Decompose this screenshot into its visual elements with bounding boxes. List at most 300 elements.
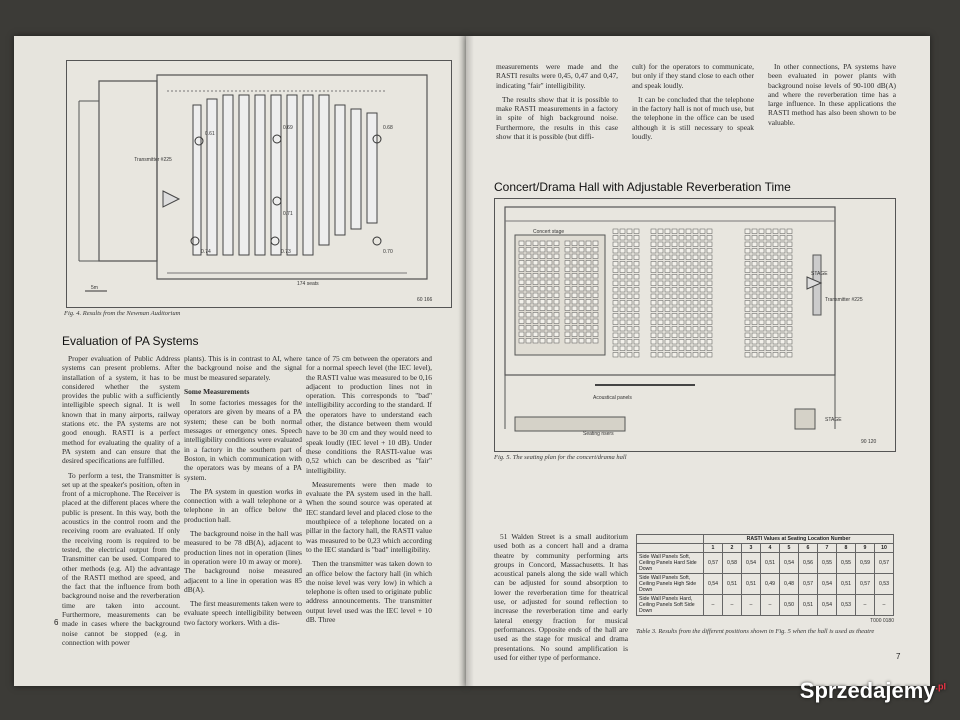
seat — [787, 301, 792, 306]
seat — [634, 327, 639, 332]
seat — [651, 281, 656, 286]
seat — [613, 301, 618, 306]
seat — [773, 314, 778, 319]
seat — [526, 287, 531, 292]
table-cell: 0,58 — [723, 553, 742, 574]
seat — [620, 346, 625, 351]
stage-label-2: STAGE — [825, 417, 842, 423]
seat — [593, 274, 598, 279]
seat — [572, 326, 577, 331]
seat — [651, 333, 656, 338]
seat — [766, 255, 771, 260]
figure-point-label: 0.74 — [201, 249, 211, 255]
seat — [787, 353, 792, 358]
page-number: 7 — [896, 652, 901, 661]
seat — [627, 314, 632, 319]
seat — [658, 307, 663, 312]
seat — [613, 320, 618, 325]
seat — [593, 300, 598, 305]
seat — [613, 262, 618, 267]
paragraph: Measurements were then made to evaluate the PA system used in the hall. When the sound source was operated at IEC standard level and placed close to the mouthpiece of a telephone located on a pillar in the factory hall, the RASTI value was measured to be 0,23 which according to the IEC standard is "bad" intelligibility. — [306, 479, 432, 554]
seat — [700, 288, 705, 293]
seat — [565, 254, 570, 259]
seat — [519, 248, 524, 253]
seat — [620, 327, 625, 332]
seat — [554, 306, 559, 311]
table-cell: 0,57 — [856, 574, 875, 595]
seat — [752, 229, 757, 234]
seat — [745, 288, 750, 293]
table-column-header: 6 — [799, 544, 818, 553]
seat — [759, 236, 764, 241]
seat — [700, 236, 705, 241]
seat — [658, 275, 663, 280]
seat — [672, 333, 677, 338]
seat — [665, 340, 670, 345]
seat — [586, 287, 591, 292]
seat — [665, 327, 670, 332]
seat — [620, 320, 625, 325]
seat — [787, 314, 792, 319]
seat — [672, 301, 677, 306]
seat — [651, 262, 656, 267]
seat — [613, 249, 618, 254]
seat — [613, 333, 618, 338]
right-body-text — [494, 532, 628, 667]
seat — [700, 268, 705, 273]
seat — [613, 242, 618, 247]
seat — [586, 241, 591, 246]
seat — [679, 236, 684, 241]
seat — [700, 229, 705, 234]
seat — [634, 294, 639, 299]
concert-hall-figure — [494, 198, 896, 452]
seat — [565, 280, 570, 285]
seat — [526, 241, 531, 246]
seat — [707, 327, 712, 332]
seat — [752, 353, 757, 358]
seat — [620, 262, 625, 267]
seat — [540, 332, 545, 337]
seat — [693, 307, 698, 312]
seat — [745, 314, 750, 319]
seat — [627, 346, 632, 351]
seat — [766, 288, 771, 293]
seat — [679, 340, 684, 345]
seat — [700, 249, 705, 254]
seat — [586, 313, 591, 318]
seat — [634, 340, 639, 345]
seat — [707, 353, 712, 358]
seat — [613, 353, 618, 358]
seat — [658, 314, 663, 319]
seat — [593, 261, 598, 266]
seat — [665, 262, 670, 267]
seat — [526, 339, 531, 344]
seat — [745, 281, 750, 286]
seat — [634, 229, 639, 234]
seat — [658, 327, 663, 332]
seat — [672, 307, 677, 312]
table-column-header: 9 — [856, 544, 875, 553]
seat — [693, 333, 698, 338]
seat — [634, 281, 639, 286]
seat — [586, 306, 591, 311]
seat — [519, 241, 524, 246]
seat — [586, 254, 591, 259]
seat — [540, 280, 545, 285]
seat — [620, 340, 625, 345]
transmitter-label: Transmitter #225 — [825, 297, 863, 303]
seat — [593, 267, 598, 272]
seat — [780, 307, 785, 312]
seat — [780, 333, 785, 338]
seat — [565, 332, 570, 337]
seat — [565, 248, 570, 253]
table-cell: 0,56 — [799, 553, 818, 574]
seat — [686, 229, 691, 234]
seat — [533, 319, 538, 324]
seat — [519, 261, 524, 266]
seat — [634, 242, 639, 247]
seat — [627, 301, 632, 306]
seat — [658, 236, 663, 241]
seat — [627, 340, 632, 345]
seat — [554, 254, 559, 259]
seat — [627, 255, 632, 260]
seat — [787, 294, 792, 299]
table-cell: 0,57 — [704, 553, 723, 574]
table-body — [637, 553, 894, 616]
seat — [572, 287, 577, 292]
seat — [759, 327, 764, 332]
figure-caption: Fig. 4. Results from the Newman Auditorium — [64, 310, 181, 317]
seat — [519, 326, 524, 331]
seat — [780, 249, 785, 254]
seat — [526, 300, 531, 305]
seat — [679, 229, 684, 234]
seat — [547, 332, 552, 337]
subheading: Some Measurements — [184, 386, 250, 396]
text-column-1 — [62, 354, 180, 652]
seat — [679, 314, 684, 319]
seat — [565, 287, 570, 292]
seat — [613, 340, 618, 345]
seat — [686, 333, 691, 338]
seat — [547, 306, 552, 311]
seat — [526, 313, 531, 318]
seat — [665, 320, 670, 325]
seat — [665, 301, 670, 306]
seat — [613, 294, 618, 299]
table-column-header: 5 — [780, 544, 799, 553]
seat — [787, 288, 792, 293]
seat — [565, 300, 570, 305]
watermark-tld: .pl — [935, 681, 946, 692]
table-code: T000 0180 — [870, 618, 894, 624]
seat — [780, 294, 785, 299]
seat — [780, 320, 785, 325]
seat — [686, 346, 691, 351]
seat — [773, 294, 778, 299]
seat — [686, 294, 691, 299]
seat — [787, 255, 792, 260]
seat — [634, 268, 639, 273]
paragraph: In some factories messages for the operators are given by means of a PA system; these can be both normal messages or emergency ones. Speech intelligibility conditions were evaluated in a factory in the southern part of Boston, in which communication with the operators was by means of a PA system. — [184, 398, 302, 482]
table-column-header: 8 — [837, 544, 856, 553]
seat — [579, 293, 584, 298]
row-label: Side Wall Panels Soft, Ceiling Panels High Side Down — [637, 574, 704, 595]
seat — [658, 262, 663, 267]
seat — [759, 314, 764, 319]
table-cell: 0,51 — [799, 595, 818, 616]
seat — [572, 319, 577, 324]
seat — [651, 314, 656, 319]
seat — [679, 268, 684, 273]
seat — [707, 249, 712, 254]
seat — [766, 236, 771, 241]
seat — [627, 229, 632, 234]
seat — [773, 307, 778, 312]
seat — [745, 327, 750, 332]
seat — [672, 281, 677, 286]
seat — [651, 301, 656, 306]
seat — [773, 249, 778, 254]
seat — [780, 288, 785, 293]
seat — [565, 293, 570, 298]
seat — [533, 248, 538, 253]
seat — [780, 281, 785, 286]
seat — [672, 294, 677, 299]
seat — [620, 236, 625, 241]
seat — [658, 242, 663, 247]
seat — [679, 281, 684, 286]
seat — [759, 262, 764, 267]
seat — [693, 262, 698, 267]
seat — [526, 332, 531, 337]
table-column-header: 1 — [704, 544, 723, 553]
seat — [593, 287, 598, 292]
seat — [693, 275, 698, 280]
seat — [773, 346, 778, 351]
seat — [700, 275, 705, 280]
seat — [658, 294, 663, 299]
seat — [547, 287, 552, 292]
seat — [572, 339, 577, 344]
seat — [547, 267, 552, 272]
seat — [634, 262, 639, 267]
table-cell: – — [723, 595, 742, 616]
seat — [554, 267, 559, 272]
seat — [613, 314, 618, 319]
seat — [658, 333, 663, 338]
seat — [745, 307, 750, 312]
seat — [679, 294, 684, 299]
seat — [665, 242, 670, 247]
seat — [787, 262, 792, 267]
seat — [634, 236, 639, 241]
seat — [533, 280, 538, 285]
seat — [519, 339, 524, 344]
table-cell: 0,54 — [780, 553, 799, 574]
seat — [787, 268, 792, 273]
seat — [554, 293, 559, 298]
seat — [665, 333, 670, 338]
seat — [665, 275, 670, 280]
seat — [620, 275, 625, 280]
seat — [540, 248, 545, 253]
seat — [679, 288, 684, 293]
seat — [745, 236, 750, 241]
seat — [634, 301, 639, 306]
seat — [766, 229, 771, 234]
seat — [700, 262, 705, 267]
seat — [707, 320, 712, 325]
seat — [745, 275, 750, 280]
seat — [672, 327, 677, 332]
seat — [519, 313, 524, 318]
seat — [579, 274, 584, 279]
table-cell: 0,57 — [799, 574, 818, 595]
seat — [627, 320, 632, 325]
seat — [572, 306, 577, 311]
seat — [593, 313, 598, 318]
seat — [707, 301, 712, 306]
seat — [745, 249, 750, 254]
seat — [759, 333, 764, 338]
seat — [565, 241, 570, 246]
seat — [693, 249, 698, 254]
seat — [579, 332, 584, 337]
seat — [526, 306, 531, 311]
seat — [679, 262, 684, 267]
table-cell: 0,51 — [761, 553, 780, 574]
seat — [787, 275, 792, 280]
seat — [651, 229, 656, 234]
seat — [627, 333, 632, 338]
watermark-brand: Sprzedajemy — [799, 678, 936, 703]
table-cell: – — [761, 595, 780, 616]
seat — [665, 346, 670, 351]
seat — [745, 346, 750, 351]
seat — [707, 242, 712, 247]
table-cell: – — [856, 595, 875, 616]
rasti-table — [636, 534, 894, 616]
seat — [752, 236, 757, 241]
seat — [707, 340, 712, 345]
seat — [787, 340, 792, 345]
seat — [766, 320, 771, 325]
paragraph: The results show that it is possible to make RASTI measurements in a factory in spite of high background noise. Furthermore, the results in this case show that it is possible (but diffi- — [496, 94, 618, 142]
seat — [766, 249, 771, 254]
seat — [579, 241, 584, 246]
seat — [700, 327, 705, 332]
seat — [787, 281, 792, 286]
seat — [519, 306, 524, 311]
seat — [627, 288, 632, 293]
seat — [700, 307, 705, 312]
text-column-2 — [184, 354, 302, 632]
seat — [593, 339, 598, 344]
seat — [773, 275, 778, 280]
seat — [540, 267, 545, 272]
seat — [586, 293, 591, 298]
seat — [759, 229, 764, 234]
seat — [780, 236, 785, 241]
seat — [519, 274, 524, 279]
seat — [752, 255, 757, 260]
seat — [586, 261, 591, 266]
seat — [686, 242, 691, 247]
seat — [533, 339, 538, 344]
seat — [700, 346, 705, 351]
table-row — [637, 574, 894, 595]
stage-label: STAGE — [811, 271, 828, 277]
seat — [572, 254, 577, 259]
seat — [773, 288, 778, 293]
seat — [565, 306, 570, 311]
seat — [519, 293, 524, 298]
seat — [693, 236, 698, 241]
row-label: Side Wall Panels Soft, Ceiling Panels Hard Side Down — [637, 553, 704, 574]
paragraph: cult) for the operators to communicate, but only if they stand close to each other and speak loudly. — [632, 62, 754, 90]
seat — [627, 294, 632, 299]
seat — [526, 274, 531, 279]
figure-point-label: 0.70 — [383, 249, 393, 255]
seat — [766, 314, 771, 319]
seat — [679, 353, 684, 358]
seat — [586, 332, 591, 337]
seat — [554, 313, 559, 318]
seat — [627, 242, 632, 247]
seat — [593, 293, 598, 298]
seat — [613, 229, 618, 234]
seat — [554, 326, 559, 331]
transmitter-label: Transmitter #225 — [134, 157, 172, 163]
seat — [745, 340, 750, 345]
seat — [766, 281, 771, 286]
seat — [693, 268, 698, 273]
figure-point-label: 0.71 — [283, 211, 293, 217]
seat — [620, 249, 625, 254]
seat — [672, 314, 677, 319]
seat — [533, 241, 538, 246]
seat — [672, 268, 677, 273]
seat — [672, 320, 677, 325]
seat — [586, 248, 591, 253]
seat — [565, 274, 570, 279]
seats-label: 174 seats — [297, 281, 319, 287]
table-cell: – — [704, 595, 723, 616]
concert-hall-floorplan — [495, 199, 895, 451]
seat — [579, 313, 584, 318]
seat — [526, 280, 531, 285]
seat — [745, 294, 750, 299]
seat — [579, 326, 584, 331]
seat — [579, 319, 584, 324]
seat — [693, 327, 698, 332]
seat — [586, 326, 591, 331]
table-cell: 0,54 — [742, 553, 761, 574]
seat — [613, 307, 618, 312]
seat — [554, 319, 559, 324]
seat — [565, 261, 570, 266]
seat — [547, 293, 552, 298]
seat — [780, 275, 785, 280]
paragraph: plants). This is in contrast to AI, where the background noise and the signal must be measured separately. — [184, 354, 302, 382]
seat — [766, 268, 771, 273]
seat — [693, 353, 698, 358]
